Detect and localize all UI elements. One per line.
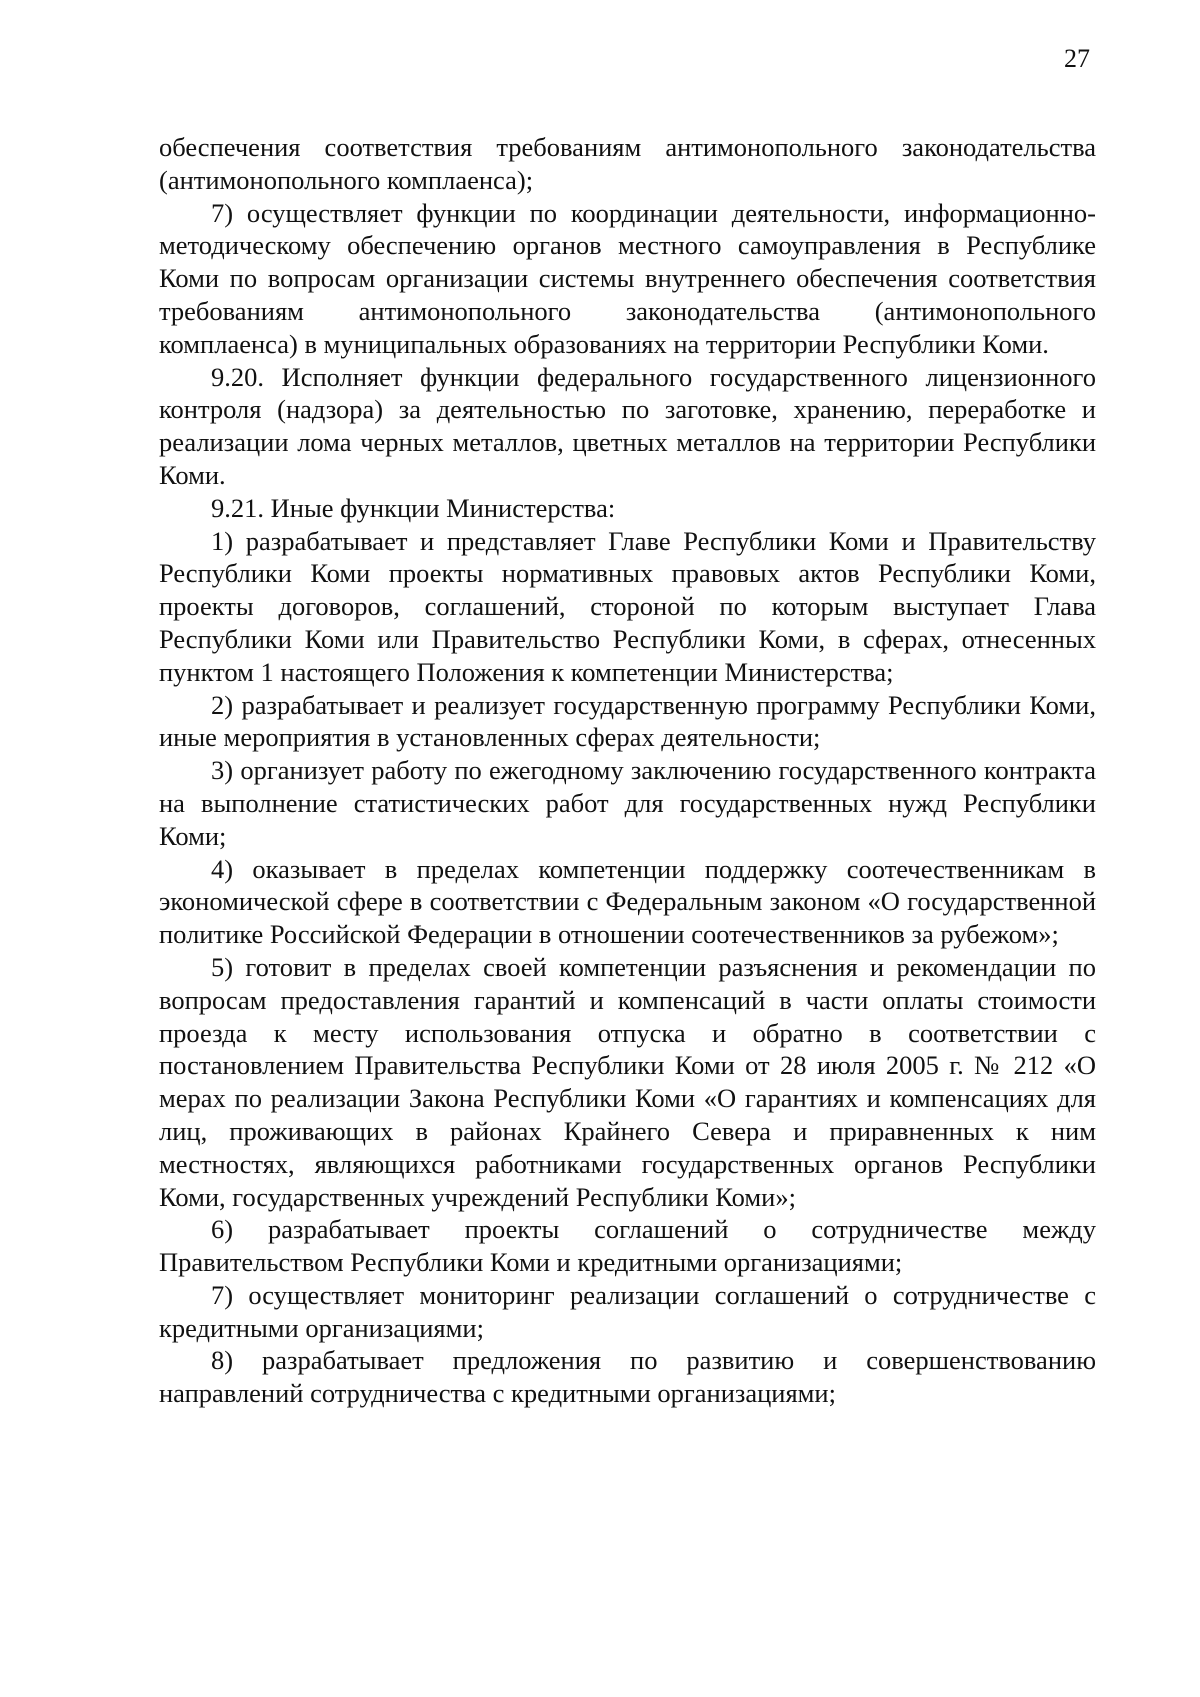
page-number: 27 xyxy=(1064,44,1090,73)
paragraph-item-6: 6) разрабатывает проекты соглашений о сотрудничестве между Правительством Республики Коми и кредитными организациями; xyxy=(159,1214,1096,1278)
paragraph-9-21: 9.21. Иные функции Министерства: xyxy=(211,492,616,523)
paragraph-item-8: 8) разрабатывает предложения по развитию и совершенствованию направлений сотрудничества с кредитными организациями; xyxy=(159,1345,1096,1409)
paragraph-item-1: 1) разрабатывает и представляет Главе Республики Коми и Правительству Республики Коми проекты нормативных правовых актов Республики Коми, проекты договоров, соглашений, стороной по которым выступает Глава Республики Коми или Правительство Республики Коми, в сферах, отнесенных пунктом 1 настоящего Положения к компетенции Министерства; xyxy=(159,525,1096,687)
paragraph-item-2: 2) разрабатывает и реализует государственную программу Республики Коми, иные мероприятия в установленных сферах деятельности; xyxy=(159,689,1096,753)
paragraph-continuation: обеспечения соответствия требованиям антимонопольного законодательства (антимонопольного комплаенса); xyxy=(159,132,1096,195)
paragraph-item-7-monitoring: 7) осуществляет мониторинг реализации соглашений о сотрудничестве с кредитными организациями; xyxy=(159,1279,1096,1343)
paragraph-item-3: 3) организует работу по ежегодному заключению государственного контракта на выполнение статистических работ для государственных нужд Республики Коми; xyxy=(159,755,1096,851)
paragraph-item-5: 5) готовит в пределах своей компетенции разъяснения и рекомендации по вопросам предоставления гарантий и компенсаций в части оплаты стоимости проезда к месту использования отпуска и обратно в соответствии с постановлением Правительства Республики Коми от 28 июля 2005 г. № 212 «О мерах по реализации Закона Республики Коми «О гарантиях и компенсациях для лиц, проживающих в районах Крайнего Севера и приравненных к ним местностях, являющихся работниками государственных органов Республики Коми, государственных учреждений Республики Коми»; xyxy=(159,951,1096,1212)
paragraph-item-4: 4) оказывает в пределах компетенции поддержку соотечественникам в экономической сфере в соответствии с Федеральным законом «О государственной политике Российской Федерации в отношении соотечественников за рубежом»; xyxy=(159,853,1096,950)
paragraph-item-7-coordination: 7) осуществляет функции по координации деятельности, информационно-методическому обеспечению органов местного самоуправления в Республике Коми по вопросам организации системы внутреннего обеспечения соответствия требованиям антимонопольного законодательства (антимонопольного комплаенса) в муниципальных образованиях на территории Республики Коми. xyxy=(159,197,1096,359)
paragraph-9-20: 9.20. Исполняет функции федерального государственного лицензионного контроля (надзора) за деятельностью по заготовке, хранению, переработке и реализации лома черных металлов, цветных металлов на территории Республики Коми. xyxy=(159,361,1096,490)
document-body xyxy=(159,131,1096,1410)
